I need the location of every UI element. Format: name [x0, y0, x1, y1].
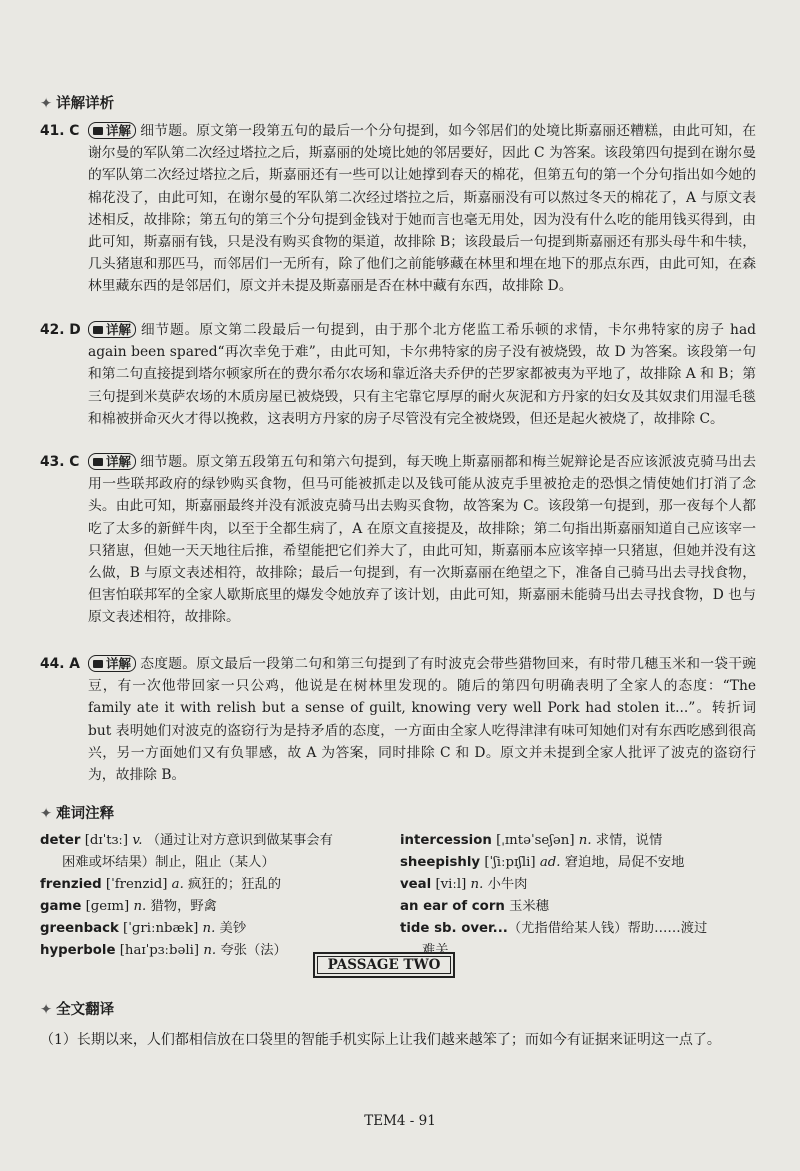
book-icon	[93, 127, 103, 135]
explain-tag: 详解	[88, 655, 136, 672]
answer-text: 细节题。原文第二段最后一句提到，由于那个北方佬监工希乐顿的求情，卡尔弗特家的房子 had again been spared“再次幸免于难”，由此可知，卡尔弗特家的房子没有被烧毁，故 D 为答案。该段第一句和第二句直接提到塔尔顿家所在的费尔希尔农场和靠近洛夫乔伊的芒罗家都被夷为平地了，故排除 A 和 B；第三句提到米莫萨农场的木质房屋已被烧毁，只有主宅靠它厚厚的耐火灰泥和方丹家的妇女及其奴隶们用湿毛毯和棉被拼命灭火才得以挽救，这表明方丹家的房子尽管没有完全被烧毁，但还是起火被烧了，故排除 C。	[88, 322, 756, 427]
vocab-item: an ear of corn 玉米穗	[400, 899, 549, 914]
vocab-column-left	[40, 830, 380, 962]
answer-body	[88, 319, 756, 430]
bullet-icon: ✦	[40, 1002, 53, 1018]
answer-body	[88, 451, 756, 629]
question-41	[40, 120, 756, 298]
vocab-item: greenback [ˈɡriːnbæk] n. 美钞	[40, 921, 247, 936]
translation-text: （1）长期以来，人们都相信放在口袋里的智能手机实际上让我们越来越笨了；而如今有证据来证明这一点了。	[40, 1032, 721, 1048]
translation-heading: ✦ 全文翻译	[40, 1002, 115, 1018]
bullet-icon: ✦	[40, 806, 53, 822]
answer-number: 42. D	[40, 322, 81, 338]
bullet-icon: ✦	[40, 96, 53, 112]
vocab-column-right	[400, 830, 756, 962]
book-icon	[93, 326, 103, 334]
answer-text: 细节题。原文第一段第五句的最后一个分句提到，如今邻居们的处境比斯嘉丽还糟糕，由此可知，在谢尔曼的军队第二次经过塔拉之后，斯嘉丽的处境比她的邻居要好，因此 C 为答案。该段第四句提到在谢尔曼的军队第二次经过塔拉之后，斯嘉丽还有一些可以让她撑到春天的棉花，但第五句的第一个分句指出如今她的棉花没了，由此可知，在谢尔曼的军队第二次经过塔拉之后，斯嘉丽没有可以熬过冬天的棉花了，A 与原文表述相反，故排除；第五句的第三个分句提到金钱对于她而言也毫无用处，因为没有什么吃的能用钱买得到，由此可知，斯嘉丽有钱，只是没有购买食物的渠道，故排除 B；该段最后一句提到斯嘉丽还有那头母牛和牛犊，几头猪崽和那匹马，而邻居们一无所有，除了他们之前能够藏在林里和埋在地下的那点东西，由此可知，在森林里藏东西的是邻居们，原文并未提及斯嘉丽是否在林中藏有东西，故排除 D。	[88, 123, 756, 295]
answer-number: 44. A	[40, 656, 80, 672]
question-44	[40, 653, 756, 786]
vocab-item: tide sb. over...（尤指借给某人钱）帮助……渡过 难关	[400, 921, 708, 958]
vocab-item: game [ɡeɪm] n. 猎物，野禽	[40, 899, 217, 914]
explain-tag: 详解	[88, 321, 136, 338]
answer-body	[88, 120, 756, 298]
question-42	[40, 319, 756, 430]
vocab-item: frenzied [ˈfrenzid] a. 疯狂的；狂乱的	[40, 877, 282, 892]
answer-number: 41. C	[40, 123, 80, 139]
vocab-item: sheepishly [ˈʃiːpɪʃli] ad. 窘迫地，局促不安地	[400, 855, 685, 870]
vocab-item: intercession [ˌɪntəˈseʃən] n. 求情，说情	[400, 833, 663, 848]
answer-text: 态度题。原文最后一段第二句和第三句提到了有时波克会带些猎物回来，有时带几穗玉米和一袋干豌豆，有一次他带回家一只公鸡，他说是在树林里发现的。随后的第四句明确表明了全家人的态度：“The family ate it with relish but a sense of guilt, knowing very well Pork had stolen it...”。转折词 but 表明她们对波克的盗窃行为是持矛盾的态度，一方面由全家人吃得津津有味可知她们对有东西吃感到很高兴，另一方面她们又有负罪感，故 A 为答案，同时排除 C 和 D。原文并未提到全家人批评了波克的盗窃行为，故排除 B。	[88, 656, 756, 784]
vocab-item: deter [dɪˈtɜː] v. （通过让对方意识到做某事会有 困难或坏结果）制止，阻止（某人）	[40, 833, 333, 870]
question-43	[40, 451, 756, 629]
vocab-heading: ✦ 难词注释	[40, 806, 115, 822]
explain-tag: 详解	[88, 453, 136, 470]
answer-body	[88, 653, 756, 786]
book-icon	[93, 660, 103, 668]
book-icon	[93, 458, 103, 466]
explain-heading: ✦ 详解详析	[40, 96, 115, 112]
page-footer: TEM4 - 91	[364, 1113, 436, 1129]
vocab-item: veal [viːl] n. 小牛肉	[400, 877, 528, 892]
explain-tag: 详解	[88, 122, 136, 139]
passage-title: PASSAGE TWO	[313, 952, 455, 978]
answer-text: 细节题。原文第五段第五句和第六句提到，每天晚上斯嘉丽都和梅兰妮辩论是否应该派波克骑马出去用一些联邦政府的绿钞购买食物，但马可能被抓走以及钱可能从波克手里被抢走的恐惧之情使她们打消了念头。由此可知，斯嘉丽最终并没有派波克骑马出去购买食物，故答案为 C。该段第一句提到，那一夜每个人都吃了太多的新鲜牛肉，以至于全都生病了，A 在原文直接提及，故排除；第二句指出斯嘉丽知道自己应该宰一只猪崽，但她一天天地往后推，希望能把它们养大了，由此可知，斯嘉丽本应该宰掉一只猪崽，但她并没有这么做，B 与原文表述相符，故排除；最后一句提到，有一次斯嘉丽在绝望之下，准备自己骑马出去寻找食物，但害怕联邦军的全家人歇斯底里的爆发令她放弃了该计划，由此可知，斯嘉丽未能骑马出去寻找食物，D 也与原文表述相符，故排除。	[88, 454, 756, 626]
answer-number: 43. C	[40, 454, 80, 470]
vocab-item: hyperbole [haɪˈpɜːbəli] n. 夸张（法）	[40, 943, 287, 958]
